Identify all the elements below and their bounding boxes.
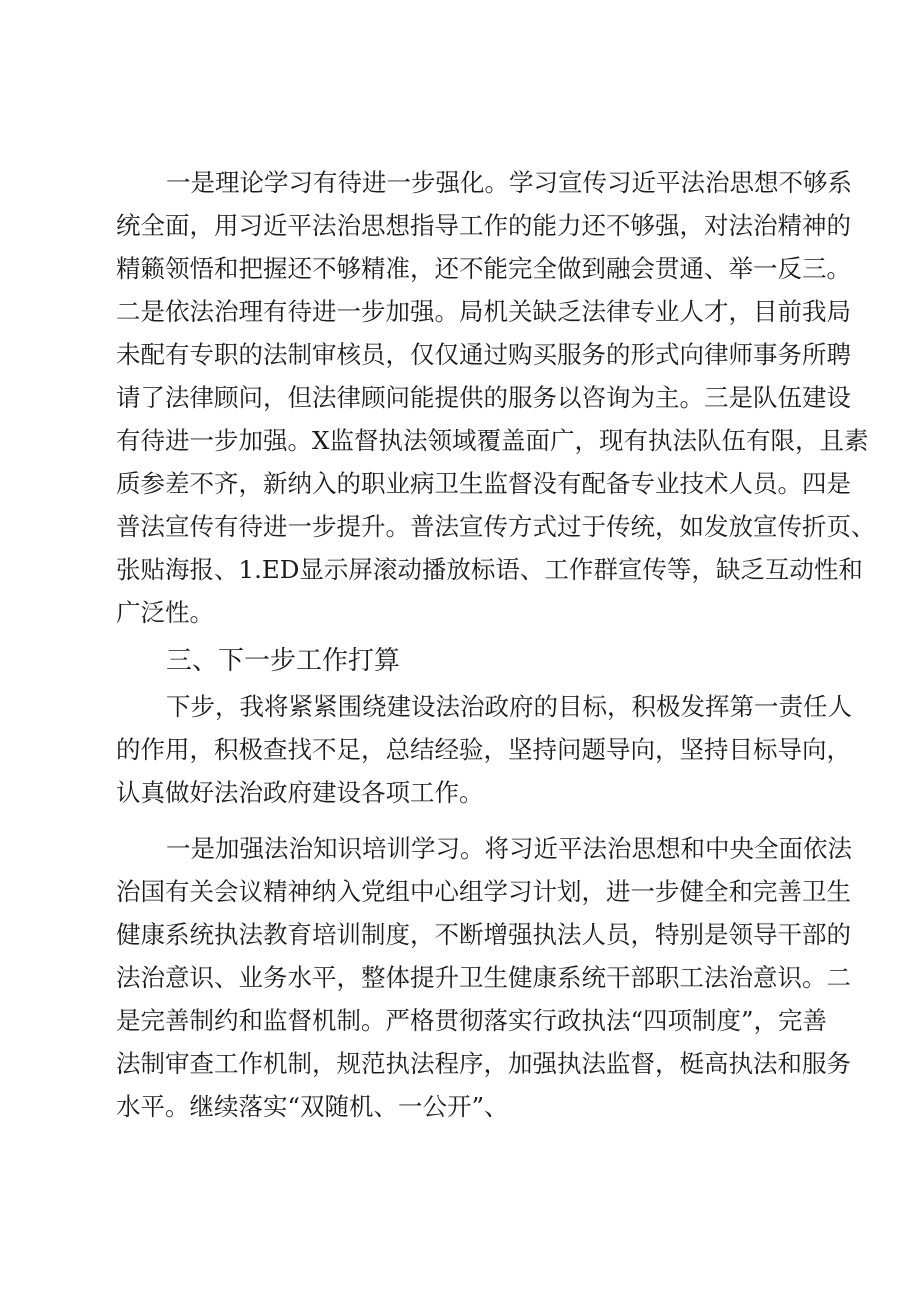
paragraph-2-line-2: 的作用，积极查找不足，总结经验，坚持问题导向，坚持目标导向， [116, 735, 851, 764]
paragraph-3-line-4: 法治意识、业务水平，整体提升卫生健康系统干部职工法治意识。二 [116, 963, 851, 992]
paragraph-3-line-7: 水平。继续落实“双随机、一公开”、 [116, 1092, 509, 1121]
paragraph-3-line-6: 法制审查工作机制，规范执法程序，加强执法监督，梃高执法和服务 [116, 1049, 851, 1078]
paragraph-1-line-8: 质参差不齐，新纳入的职业病卫生监督没有配备专业技术人员。四是 [116, 469, 851, 498]
paragraph-2-line-3: 认真做好法治政府建设各项工作。 [116, 778, 484, 807]
paragraph-1-line-11: 广泛性。 [116, 598, 214, 627]
paragraph-1-line-7: 有待进一步加强。X监督执法领域覆盖面广，现有执法队伍有限，且素 [116, 426, 869, 455]
paragraph-1-line-4: 二是依法治理有待进一步加强。局机关缺乏法律专业人才，目前我局 [116, 297, 851, 326]
paragraph-3-line-3: 健康系统执法教育培训制度，不断增强执法人员，特别是领导干部的 [116, 920, 851, 949]
paragraph-1-line-9: 普法宣传有待进一步提升。普法宣传方式过于传统，如发放宣传折页、 [116, 512, 876, 541]
paragraph-3-line-2: 治国有关会议精神纳入党组中心组学习计划，进一步健全和完善卫生 [116, 877, 851, 906]
paragraph-1-line-6: 请了法律顾问，但法律顾问能提供的服务以咨询为主。三是队伍建设 [116, 383, 851, 412]
paragraph-3-line-1: 一是加强法治知识培训学习。将习近平法治思想和中央全面依法 [166, 834, 852, 863]
paragraph-1-line-3: 精籁领悟和把握还不够精准，还不能完全做到融会贯通、举一反三。 [116, 254, 851, 283]
paragraph-1-line-10: 张贴海报、1.ED显示屏滚动播放标语、工作群宣传等，缺乏互动性和 [116, 555, 863, 584]
paragraph-1-line-2: 统全面，用习近平法治思想指导工作的能力还不够强，对法治精神的 [116, 211, 851, 240]
section-heading: 三、下一步工作打算 [166, 646, 401, 676]
paragraph-2-line-1: 下步，我将紧紧围绕建设法治政府的目标，积极发挥第一责任人 [166, 692, 852, 721]
paragraph-3-line-5: 是完善制约和监督机制。严格贯彻落实行政执法“四项制度”，完善 [116, 1006, 828, 1035]
paragraph-1-line-5: 未配有专职的法制审核员，仅仅通过购买服务的形式向律师事务所聘 [116, 340, 851, 369]
paragraph-1-line-1: 一是理论学习有待进一步强化。学习宣传习近平法治思想不够系 [166, 168, 852, 197]
